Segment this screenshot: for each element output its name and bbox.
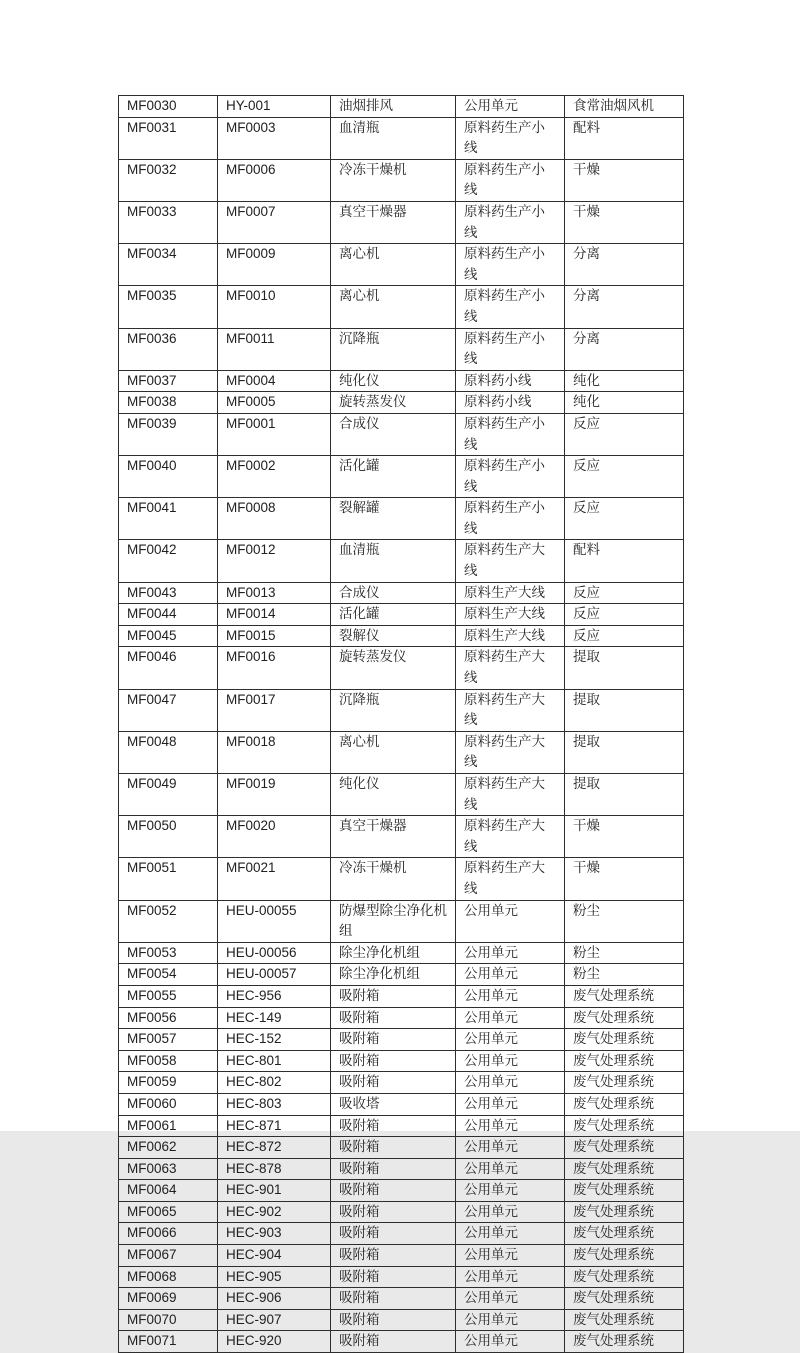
table-row: [119, 964, 684, 986]
table-cell-equipment-name: 旋转蒸发仪: [331, 392, 456, 414]
table-cell-equipment-name: 除尘净化机组: [331, 964, 456, 986]
table-cell-function: 废气处理系统: [565, 1137, 684, 1159]
table-cell-equipment-name: 真空干燥器: [331, 201, 456, 243]
table-cell-equipment-name: 活化罐: [331, 604, 456, 626]
table-cell-function: 废气处理系统: [565, 1309, 684, 1331]
table-row: [119, 985, 684, 1007]
table-cell-production-unit: 公用单元: [456, 1288, 565, 1310]
table-cell-equipment-name: 吸附箱: [331, 1007, 456, 1029]
table-cell-production-unit: 原料药生产大线: [456, 647, 565, 689]
table-cell-equipment-name: 离心机: [331, 244, 456, 286]
table-cell-equipment-name: 除尘净化机组: [331, 942, 456, 964]
table-cell-equipment-code: MF0002: [218, 456, 331, 498]
table-cell-equipment-code: MF0011: [218, 328, 331, 370]
table-cell-asset-code: MF0064: [119, 1180, 218, 1202]
table-cell-equipment-name: 吸附箱: [331, 1309, 456, 1331]
table-cell-function: 提取: [565, 774, 684, 816]
table-row: [119, 328, 684, 370]
table-cell-production-unit: 原料药生产小线: [456, 413, 565, 455]
table-row: [119, 1158, 684, 1180]
table-cell-equipment-code: MF0003: [218, 117, 331, 159]
table-row: [119, 900, 684, 942]
table-cell-equipment-name: 防爆型除尘净化机组: [331, 900, 456, 942]
table-cell-asset-code: MF0031: [119, 117, 218, 159]
table-cell-function: 分离: [565, 286, 684, 328]
table-cell-equipment-name: 吸附箱: [331, 1180, 456, 1202]
table-cell-production-unit: 公用单元: [456, 1093, 565, 1115]
table-cell-function: 粉尘: [565, 964, 684, 986]
table-cell-equipment-code: MF0004: [218, 370, 331, 392]
table-cell-equipment-name: 吸收塔: [331, 1093, 456, 1115]
table-cell-production-unit: 公用单元: [456, 900, 565, 942]
table-row: [119, 159, 684, 201]
table-cell-production-unit: 公用单元: [456, 985, 565, 1007]
table-cell-equipment-code: MF0012: [218, 540, 331, 582]
table-cell-production-unit: 公用单元: [456, 1029, 565, 1051]
table-cell-asset-code: MF0060: [119, 1093, 218, 1115]
table-cell-equipment-name: 冷冻干燥机: [331, 159, 456, 201]
table-cell-equipment-name: 吸附箱: [331, 1072, 456, 1094]
equipment-table-body: [119, 96, 684, 1353]
table-cell-function: 提取: [565, 647, 684, 689]
table-row: [119, 816, 684, 858]
table-cell-asset-code: MF0034: [119, 244, 218, 286]
table-cell-equipment-code: HEC-905: [218, 1266, 331, 1288]
table-cell-production-unit: 公用单元: [456, 1137, 565, 1159]
table-cell-production-unit: 公用单元: [456, 1158, 565, 1180]
table-row: [119, 1007, 684, 1029]
table-cell-equipment-code: HY-001: [218, 96, 331, 118]
table-cell-equipment-code: HEC-956: [218, 985, 331, 1007]
table-cell-equipment-code: HEC-872: [218, 1137, 331, 1159]
table-cell-equipment-code: HEC-920: [218, 1331, 331, 1353]
table-cell-production-unit: 公用单元: [456, 1245, 565, 1267]
table-cell-equipment-name: 真空干燥器: [331, 816, 456, 858]
table-cell-equipment-code: MF0018: [218, 731, 331, 773]
table-cell-asset-code: MF0037: [119, 370, 218, 392]
table-cell-production-unit: 原料药生产大线: [456, 689, 565, 731]
table-cell-equipment-code: HEU-00056: [218, 942, 331, 964]
table-cell-asset-code: MF0038: [119, 392, 218, 414]
table-cell-equipment-code: MF0016: [218, 647, 331, 689]
table-cell-function: 废气处理系统: [565, 1093, 684, 1115]
table-cell-asset-code: MF0045: [119, 625, 218, 647]
table-cell-function: 废气处理系统: [565, 985, 684, 1007]
table-cell-asset-code: MF0068: [119, 1266, 218, 1288]
table-cell-asset-code: MF0052: [119, 900, 218, 942]
table-cell-asset-code: MF0050: [119, 816, 218, 858]
table-cell-equipment-name: 裂解仪: [331, 625, 456, 647]
table-cell-asset-code: MF0040: [119, 456, 218, 498]
table-cell-asset-code: MF0048: [119, 731, 218, 773]
table-cell-function: 提取: [565, 689, 684, 731]
table-cell-function: 反应: [565, 413, 684, 455]
table-cell-equipment-name: 沉降瓶: [331, 689, 456, 731]
table-row: [119, 942, 684, 964]
table-cell-equipment-name: 吸附箱: [331, 1245, 456, 1267]
table-cell-equipment-code: MF0019: [218, 774, 331, 816]
table-row: [119, 1072, 684, 1094]
table-cell-production-unit: 原料药生产大线: [456, 774, 565, 816]
table-cell-equipment-name: 吸附箱: [331, 1158, 456, 1180]
table-cell-asset-code: MF0049: [119, 774, 218, 816]
table-cell-asset-code: MF0053: [119, 942, 218, 964]
table-cell-function: 反应: [565, 456, 684, 498]
table-cell-asset-code: MF0033: [119, 201, 218, 243]
table-cell-equipment-code: MF0014: [218, 604, 331, 626]
table-cell-function: 干燥: [565, 201, 684, 243]
table-cell-equipment-code: HEU-00055: [218, 900, 331, 942]
table-cell-asset-code: MF0066: [119, 1223, 218, 1245]
table-cell-equipment-code: HEC-803: [218, 1093, 331, 1115]
table-cell-equipment-code: HEC-906: [218, 1288, 331, 1310]
table-cell-production-unit: 公用单元: [456, 1072, 565, 1094]
table-cell-asset-code: MF0059: [119, 1072, 218, 1094]
table-cell-function: 废气处理系统: [565, 1050, 684, 1072]
table-cell-asset-code: MF0058: [119, 1050, 218, 1072]
table-cell-equipment-code: HEC-801: [218, 1050, 331, 1072]
table-cell-production-unit: 原料药小线: [456, 370, 565, 392]
table-cell-asset-code: MF0046: [119, 647, 218, 689]
table-cell-equipment-name: 离心机: [331, 286, 456, 328]
table-cell-production-unit: 原料药小线: [456, 392, 565, 414]
table-row: [119, 244, 684, 286]
table-cell-production-unit: 公用单元: [456, 964, 565, 986]
table-cell-asset-code: MF0030: [119, 96, 218, 118]
table-cell-production-unit: 原料生产大线: [456, 625, 565, 647]
table-cell-equipment-name: 血清瓶: [331, 540, 456, 582]
table-row: [119, 413, 684, 455]
table-row: [119, 498, 684, 540]
table-cell-function: 配料: [565, 117, 684, 159]
table-cell-equipment-code: HEC-903: [218, 1223, 331, 1245]
table-cell-equipment-name: 血清瓶: [331, 117, 456, 159]
table-cell-equipment-code: MF0006: [218, 159, 331, 201]
table-row: [119, 1288, 684, 1310]
table-cell-equipment-code: MF0021: [218, 858, 331, 900]
table-cell-equipment-code: HEC-907: [218, 1309, 331, 1331]
table-cell-function: 分离: [565, 244, 684, 286]
table-cell-equipment-name: 旋转蒸发仪: [331, 647, 456, 689]
table-cell-equipment-code: HEC-904: [218, 1245, 331, 1267]
table-row: [119, 1115, 684, 1137]
table-cell-equipment-name: 吸附箱: [331, 1288, 456, 1310]
table-row: [119, 625, 684, 647]
table-cell-production-unit: 原料药生产大线: [456, 816, 565, 858]
table-cell-equipment-code: HEU-00057: [218, 964, 331, 986]
table-cell-equipment-code: HEC-802: [218, 1072, 331, 1094]
table-cell-equipment-code: MF0010: [218, 286, 331, 328]
table-cell-function: 纯化: [565, 370, 684, 392]
table-cell-production-unit: 公用单元: [456, 1007, 565, 1029]
table-row: [119, 540, 684, 582]
table-cell-production-unit: 公用单元: [456, 1331, 565, 1353]
table-cell-function: 废气处理系统: [565, 1072, 684, 1094]
table-cell-production-unit: 公用单元: [456, 1180, 565, 1202]
table-cell-production-unit: 原料生产大线: [456, 582, 565, 604]
table-row: [119, 858, 684, 900]
table-cell-function: 反应: [565, 604, 684, 626]
table-row: [119, 201, 684, 243]
table-cell-asset-code: MF0055: [119, 985, 218, 1007]
table-cell-production-unit: 原料药生产小线: [456, 159, 565, 201]
table-cell-production-unit: 原料药生产小线: [456, 498, 565, 540]
table-cell-asset-code: MF0067: [119, 1245, 218, 1267]
table-cell-equipment-name: 吸附箱: [331, 1137, 456, 1159]
table-cell-function: 配料: [565, 540, 684, 582]
table-row: [119, 286, 684, 328]
table-cell-production-unit: 原料药生产小线: [456, 201, 565, 243]
table-cell-equipment-name: 油烟排风: [331, 96, 456, 118]
table-cell-equipment-code: HEC-901: [218, 1180, 331, 1202]
table-row: [119, 647, 684, 689]
table-cell-production-unit: 原料药生产小线: [456, 286, 565, 328]
table-cell-asset-code: MF0054: [119, 964, 218, 986]
table-cell-equipment-name: 吸附箱: [331, 1050, 456, 1072]
table-cell-function: 废气处理系统: [565, 1245, 684, 1267]
table-row: [119, 1137, 684, 1159]
table-row: [119, 117, 684, 159]
table-cell-equipment-code: HEC-871: [218, 1115, 331, 1137]
table-cell-function: 提取: [565, 731, 684, 773]
table-row: [119, 1201, 684, 1223]
table-cell-production-unit: 原料药生产小线: [456, 117, 565, 159]
table-cell-production-unit: 公用单元: [456, 1115, 565, 1137]
table-cell-function: 废气处理系统: [565, 1331, 684, 1353]
table-row: [119, 1223, 684, 1245]
table-cell-equipment-code: MF0005: [218, 392, 331, 414]
table-row: [119, 731, 684, 773]
table-cell-equipment-code: MF0020: [218, 816, 331, 858]
table-cell-asset-code: MF0035: [119, 286, 218, 328]
table-cell-production-unit: 公用单元: [456, 1050, 565, 1072]
table-cell-equipment-name: 吸附箱: [331, 1331, 456, 1353]
table-row: [119, 689, 684, 731]
table-cell-equipment-name: 合成仪: [331, 413, 456, 455]
table-cell-asset-code: MF0069: [119, 1288, 218, 1310]
table-cell-asset-code: MF0032: [119, 159, 218, 201]
table-cell-asset-code: MF0047: [119, 689, 218, 731]
table-cell-asset-code: MF0051: [119, 858, 218, 900]
table-cell-production-unit: 公用单元: [456, 96, 565, 118]
table-row: [119, 774, 684, 816]
table-row: [119, 1245, 684, 1267]
table-row: [119, 1266, 684, 1288]
table-cell-asset-code: MF0041: [119, 498, 218, 540]
table-row: [119, 604, 684, 626]
table-cell-production-unit: 公用单元: [456, 1223, 565, 1245]
table-cell-asset-code: MF0056: [119, 1007, 218, 1029]
table-row: [119, 1331, 684, 1353]
table-row: [119, 392, 684, 414]
table-cell-equipment-name: 纯化仪: [331, 774, 456, 816]
table-cell-equipment-name: 活化罐: [331, 456, 456, 498]
table-cell-equipment-name: 吸附箱: [331, 1223, 456, 1245]
table-cell-asset-code: MF0062: [119, 1137, 218, 1159]
table-cell-production-unit: 原料药生产小线: [456, 244, 565, 286]
table-row: [119, 456, 684, 498]
table-cell-function: 干燥: [565, 816, 684, 858]
table-cell-function: 反应: [565, 582, 684, 604]
table-cell-equipment-name: 裂解罐: [331, 498, 456, 540]
table-cell-asset-code: MF0057: [119, 1029, 218, 1051]
table-cell-production-unit: 原料生产大线: [456, 604, 565, 626]
table-cell-equipment-name: 纯化仪: [331, 370, 456, 392]
equipment-table: [118, 95, 684, 1353]
table-cell-function: 反应: [565, 625, 684, 647]
table-row: [119, 582, 684, 604]
table-cell-function: 干燥: [565, 159, 684, 201]
table-cell-asset-code: MF0070: [119, 1309, 218, 1331]
table-cell-function: 废气处理系统: [565, 1180, 684, 1202]
table-cell-equipment-code: HEC-902: [218, 1201, 331, 1223]
table-row: [119, 1050, 684, 1072]
table-cell-equipment-code: HEC-878: [218, 1158, 331, 1180]
table-cell-function: 干燥: [565, 858, 684, 900]
table-cell-function: 废气处理系统: [565, 1201, 684, 1223]
table-cell-production-unit: 原料药生产大线: [456, 540, 565, 582]
table-cell-asset-code: MF0063: [119, 1158, 218, 1180]
table-cell-function: 粉尘: [565, 900, 684, 942]
table-row: [119, 1093, 684, 1115]
table-cell-equipment-name: 吸附箱: [331, 1115, 456, 1137]
table-cell-function: 废气处理系统: [565, 1115, 684, 1137]
table-cell-asset-code: MF0065: [119, 1201, 218, 1223]
table-cell-production-unit: 原料药生产大线: [456, 858, 565, 900]
table-cell-production-unit: 公用单元: [456, 1266, 565, 1288]
table-cell-function: 废气处理系统: [565, 1029, 684, 1051]
table-cell-equipment-code: MF0007: [218, 201, 331, 243]
table-cell-production-unit: 原料药生产小线: [456, 456, 565, 498]
table-cell-asset-code: MF0036: [119, 328, 218, 370]
table-cell-function: 食常油烟风机: [565, 96, 684, 118]
table-cell-asset-code: MF0044: [119, 604, 218, 626]
table-cell-function: 纯化: [565, 392, 684, 414]
table-cell-function: 分离: [565, 328, 684, 370]
table-cell-production-unit: 公用单元: [456, 1201, 565, 1223]
table-cell-equipment-name: 沉降瓶: [331, 328, 456, 370]
table-cell-function: 废气处理系统: [565, 1223, 684, 1245]
table-cell-asset-code: MF0039: [119, 413, 218, 455]
table-cell-equipment-name: 吸附箱: [331, 1266, 456, 1288]
table-row: [119, 1309, 684, 1331]
table-cell-asset-code: MF0061: [119, 1115, 218, 1137]
table-row: [119, 96, 684, 118]
table-cell-equipment-code: MF0015: [218, 625, 331, 647]
table-cell-asset-code: MF0071: [119, 1331, 218, 1353]
table-cell-production-unit: 公用单元: [456, 1309, 565, 1331]
table-cell-function: 废气处理系统: [565, 1158, 684, 1180]
table-cell-asset-code: MF0043: [119, 582, 218, 604]
table-cell-equipment-name: 吸附箱: [331, 1201, 456, 1223]
table-cell-function: 废气处理系统: [565, 1266, 684, 1288]
table-cell-asset-code: MF0042: [119, 540, 218, 582]
table-cell-equipment-name: 吸附箱: [331, 1029, 456, 1051]
table-cell-function: 废气处理系统: [565, 1007, 684, 1029]
table-row: [119, 370, 684, 392]
table-cell-equipment-name: 冷冻干燥机: [331, 858, 456, 900]
table-cell-equipment-name: 离心机: [331, 731, 456, 773]
table-cell-equipment-name: 合成仪: [331, 582, 456, 604]
table-cell-equipment-code: MF0017: [218, 689, 331, 731]
table-row: [119, 1180, 684, 1202]
table-row: [119, 1029, 684, 1051]
table-cell-equipment-code: HEC-149: [218, 1007, 331, 1029]
table-cell-equipment-code: HEC-152: [218, 1029, 331, 1051]
table-cell-function: 反应: [565, 498, 684, 540]
table-cell-function: 废气处理系统: [565, 1288, 684, 1310]
table-cell-production-unit: 公用单元: [456, 942, 565, 964]
table-cell-equipment-code: MF0001: [218, 413, 331, 455]
table-cell-function: 粉尘: [565, 942, 684, 964]
table-cell-production-unit: 原料药生产小线: [456, 328, 565, 370]
table-cell-equipment-code: MF0008: [218, 498, 331, 540]
table-cell-equipment-code: MF0009: [218, 244, 331, 286]
table-cell-equipment-code: MF0013: [218, 582, 331, 604]
table-cell-equipment-name: 吸附箱: [331, 985, 456, 1007]
table-cell-production-unit: 原料药生产大线: [456, 731, 565, 773]
